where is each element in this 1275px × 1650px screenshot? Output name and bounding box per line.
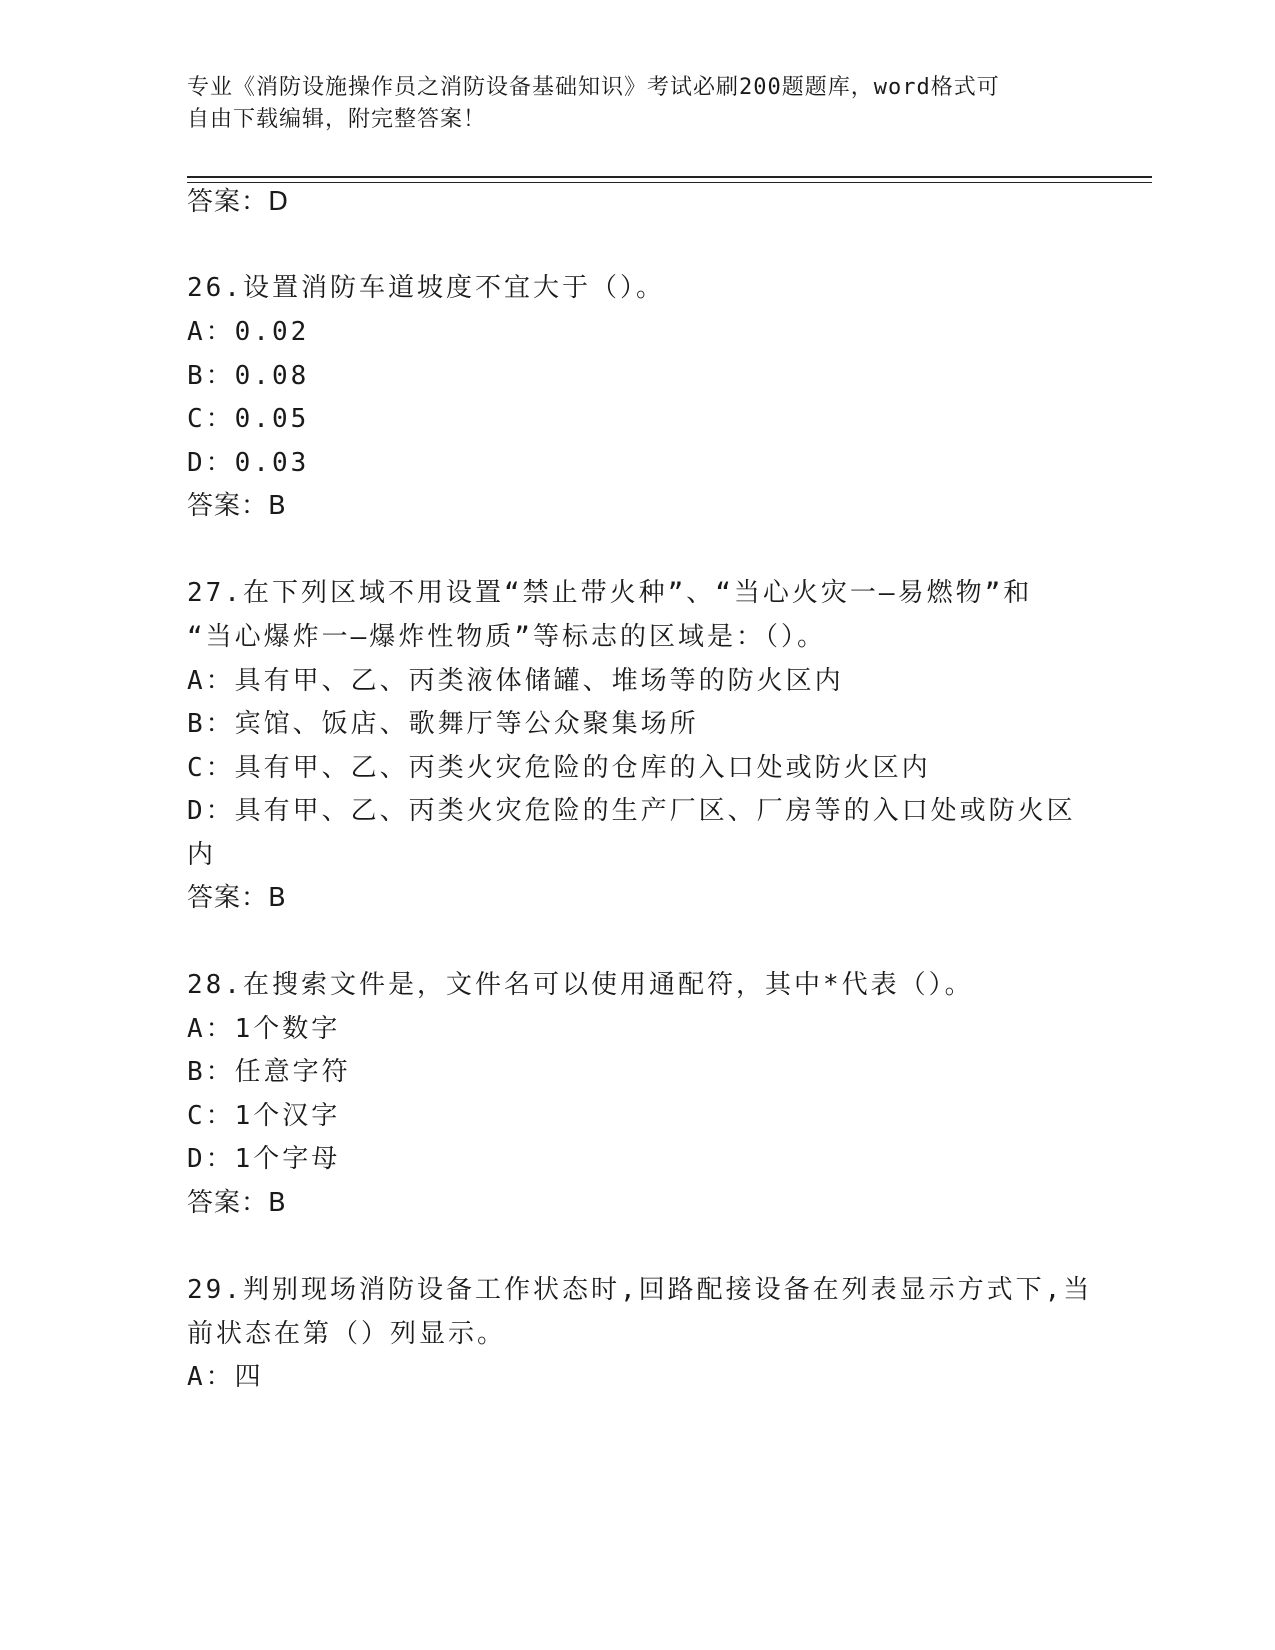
- q26-option-a: A：0.02: [187, 317, 310, 347]
- question-29-line-1: 29.判别现场消防设备工作状态时,回路配接设备在列表显示方式下,当: [187, 1275, 1093, 1305]
- header-divider-thick: [187, 176, 1152, 178]
- q28-option-d: D：1个字母: [187, 1144, 341, 1174]
- question-27-line-2: “当心爆炸一—爆炸性物质”等标志的区域是：（）。: [187, 622, 826, 652]
- q28-option-b: B：任意字符: [187, 1057, 351, 1087]
- q26-option-c: C：0.05: [187, 404, 310, 434]
- q27-option-d-continued: 内: [187, 840, 217, 870]
- q29-option-a: A：四: [187, 1362, 264, 1392]
- question-27-line-1: 27.在下列区域不用设置“禁止带火种”、“当心火灾一—易燃物”和: [187, 578, 1033, 608]
- q26-answer: 答案：B: [187, 491, 287, 521]
- document-header: [187, 72, 1067, 136]
- q28-option-c: C：1个汉字: [187, 1101, 341, 1131]
- header-line-1: 专业《消防设施操作员之消防设备基础知识》考试必刷200题题库，word格式可: [187, 75, 1000, 100]
- q27-option-a: A：具有甲、乙、丙类液体储罐、堆场等的防火区内: [187, 666, 844, 696]
- question-29-line-2: 前状态在第（）列显示。: [187, 1319, 507, 1349]
- q27-answer: 答案：B: [187, 883, 287, 913]
- header-divider-thin: [187, 182, 1152, 183]
- q27-option-c: C：具有甲、乙、丙类火灾危险的仓库的入口处或防火区内: [187, 753, 931, 783]
- header-line-2: 自由下载编辑，附完整答案！: [187, 107, 487, 132]
- q27-option-d: D：具有甲、乙、丙类火灾危险的生产厂区、厂房等的入口处或防火区: [187, 796, 1076, 826]
- q26-option-d: D：0.03: [187, 448, 310, 478]
- question-28: 28.在搜索文件是，文件名可以使用通配符，其中*代表（）。: [187, 970, 974, 1000]
- question-26: 26.设置消防车道坡度不宜大于（）。: [187, 273, 665, 303]
- q26-option-b: B：0.08: [187, 361, 310, 391]
- q28-answer: 答案：B: [187, 1188, 287, 1218]
- previous-answer: 答案：D: [187, 187, 290, 217]
- q28-option-a: A：1个数字: [187, 1014, 341, 1044]
- q27-option-b: B：宾馆、饭店、歌舞厅等公众聚集场所: [187, 709, 699, 739]
